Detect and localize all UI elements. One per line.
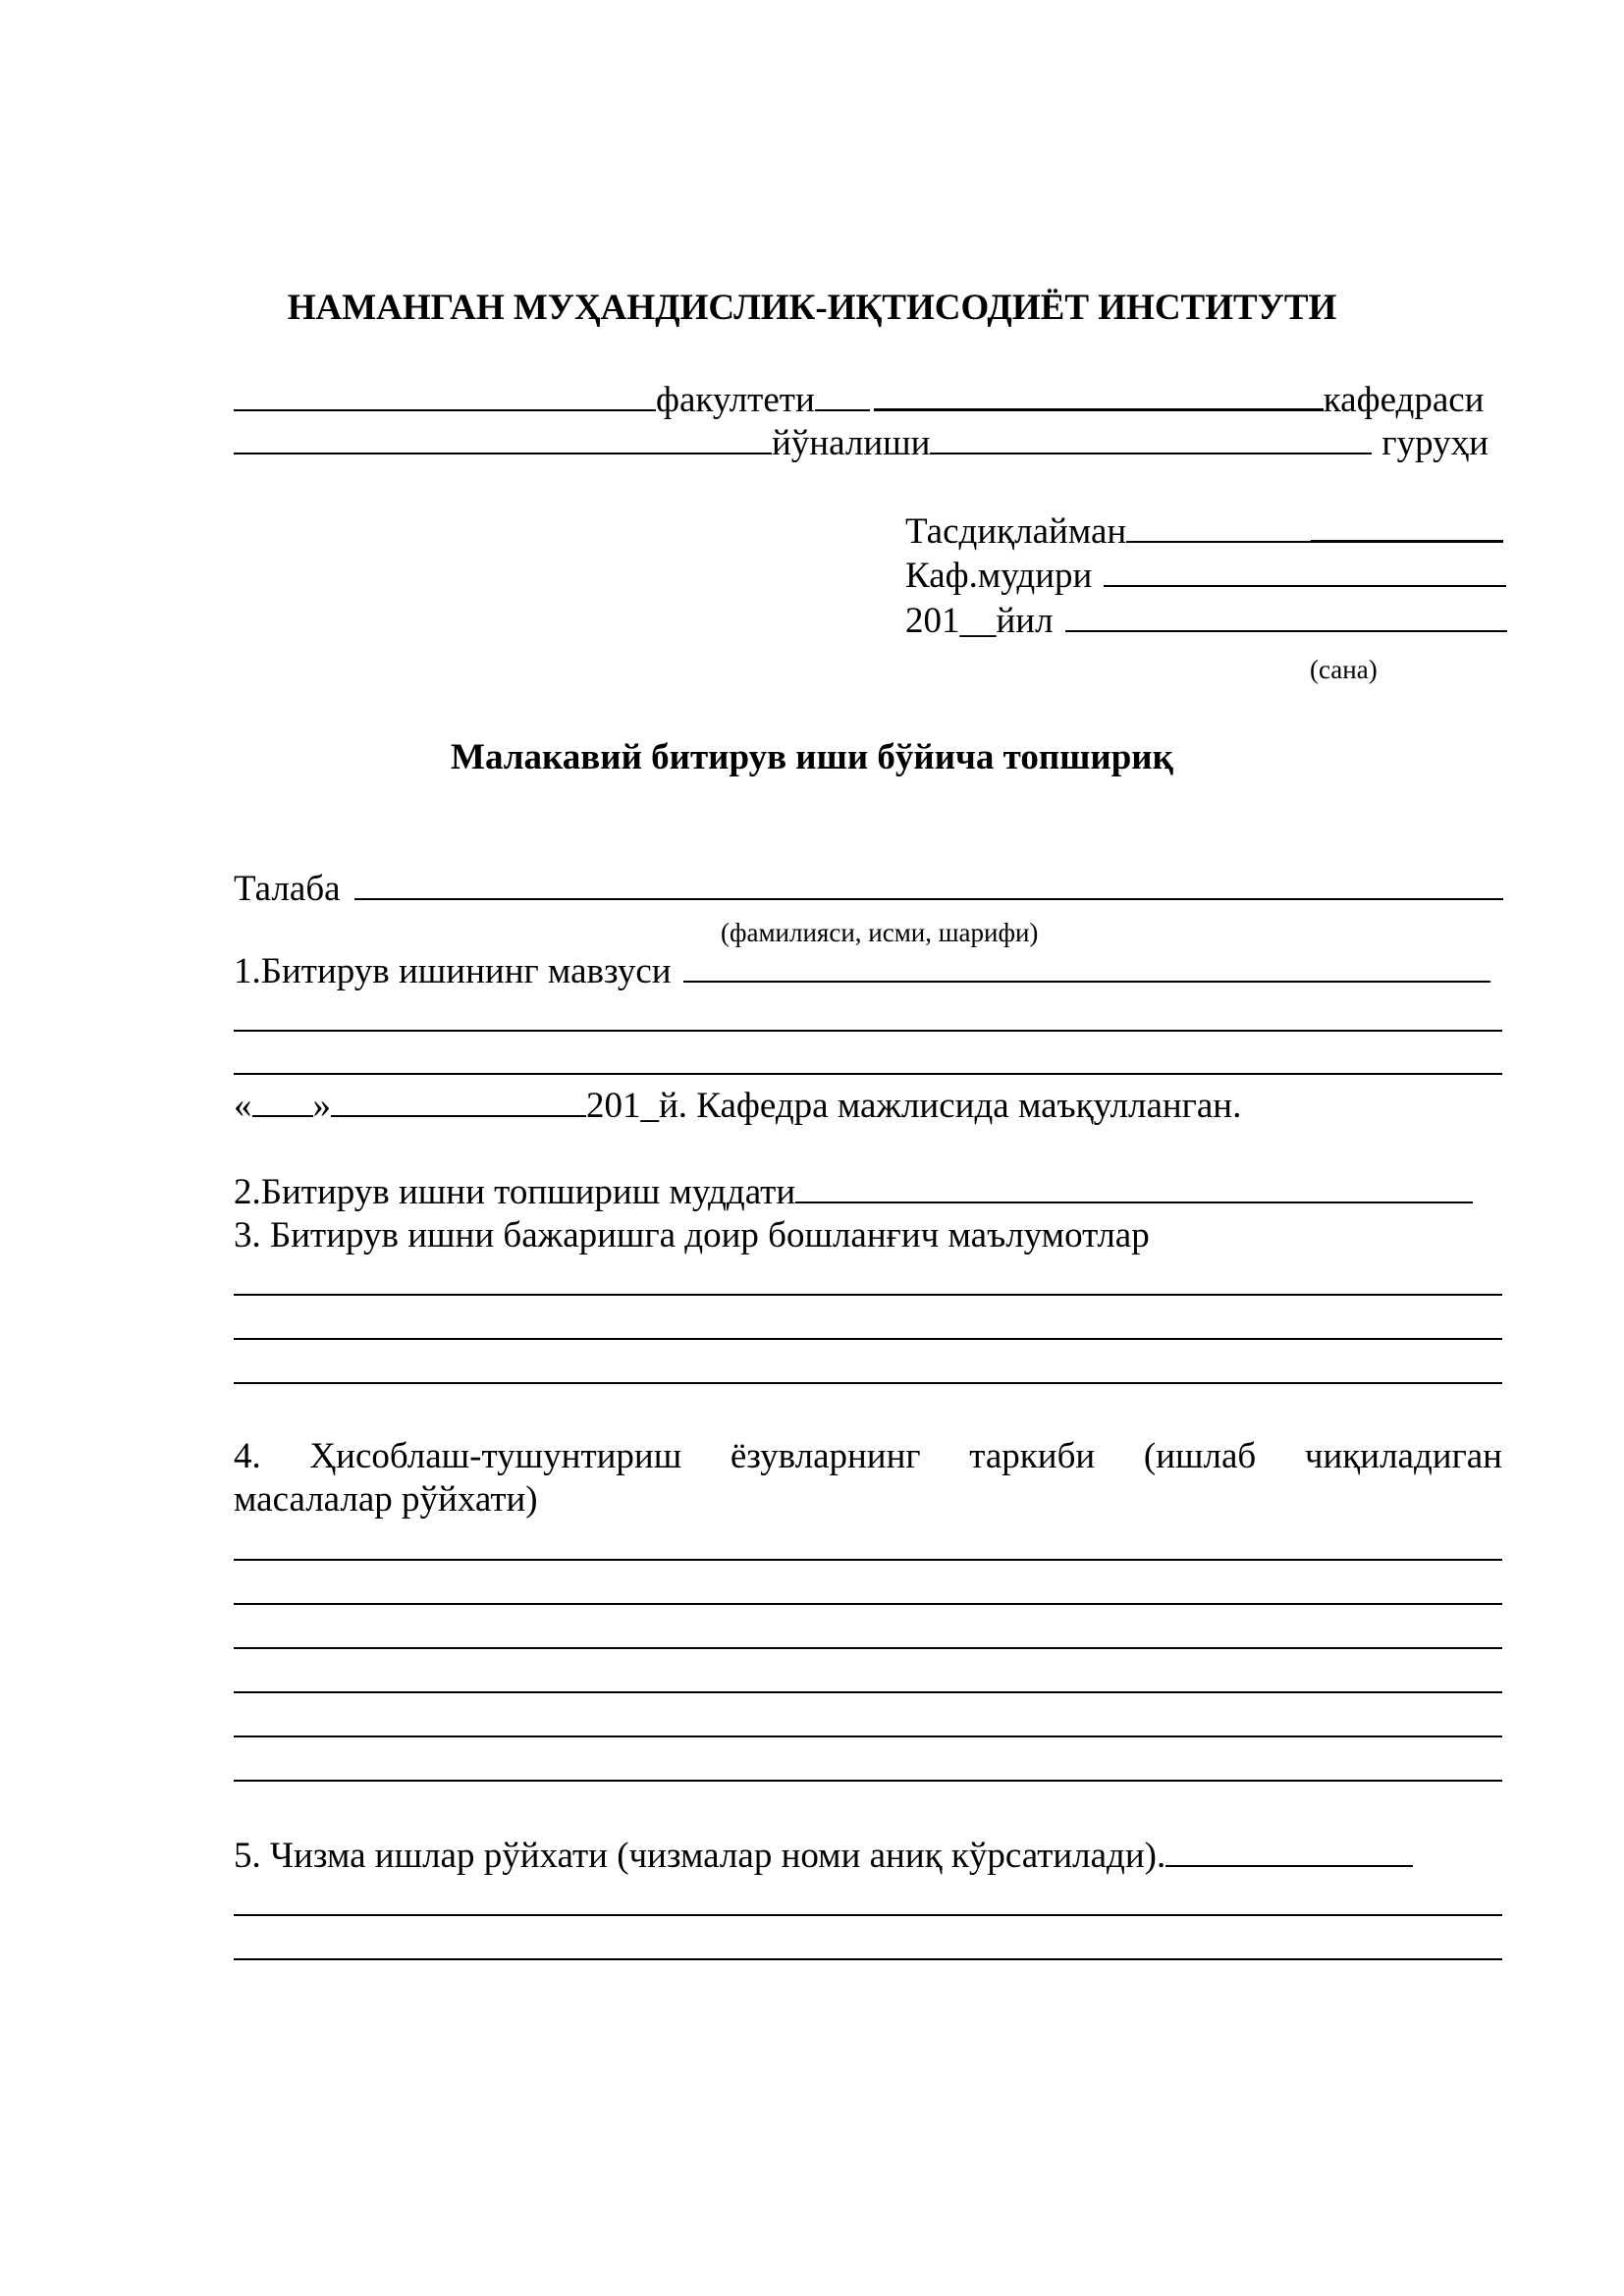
head-label: Каф.мудири xyxy=(905,556,1093,596)
drawings-blank[interactable] xyxy=(1165,1836,1413,1867)
date-hint: (сана) xyxy=(1310,655,1378,684)
institute-title: НАМАНГАН МУҲАНДИСЛИК-ИҚТИСОДИЁТ ИНСТИТУТИ xyxy=(287,288,1337,328)
group-label: гуруҳи xyxy=(1381,423,1489,463)
approve-line xyxy=(905,510,1514,554)
day-blank[interactable] xyxy=(252,1086,313,1117)
topic-rule-1[interactable] xyxy=(234,1030,1502,1032)
deadline-blank[interactable] xyxy=(795,1172,1473,1203)
year-blank[interactable] xyxy=(1065,601,1507,632)
direction-label: йўналиши xyxy=(772,423,931,463)
student-hint: (фамилияси, исми, шарифи) xyxy=(721,918,1039,947)
calc-word-5: (ишлаб xyxy=(1143,1436,1257,1476)
calc-word-2: Ҳисоблаш-тушунтириш xyxy=(309,1436,682,1476)
quote-close: » xyxy=(312,1086,331,1126)
calc-notes-line-1 xyxy=(234,1435,1502,1478)
student-hint-line xyxy=(721,909,1212,954)
approved-date-line xyxy=(234,1085,1502,1128)
drawings-label: 5. Чизма ишлар рўйхати (чизмалар номи аниқ кўрсатилади). xyxy=(234,1836,1166,1876)
approved-text: 201_й. Кафедра мажлисида маъқулланган. xyxy=(586,1086,1242,1126)
direction-group-line xyxy=(234,422,1502,465)
drawings-rule-1[interactable] xyxy=(234,1914,1502,1916)
calc-word-4: таркиби xyxy=(969,1436,1096,1476)
calc-word-3: ёзувларнинг xyxy=(730,1436,921,1476)
quote-open: « xyxy=(234,1086,252,1126)
drawings-line xyxy=(234,1835,1502,1878)
initial-data-label: 3. Битирув ишни бажаришга доир бошланғич маълумотлар xyxy=(234,1215,1150,1255)
calc-notes-continued: масалалар рўйхати) xyxy=(234,1479,538,1520)
topic-label: 1.Битирув ишининг мавзуси xyxy=(234,951,672,991)
faculty-blank[interactable] xyxy=(234,380,656,411)
calc-rule-1[interactable] xyxy=(234,1559,1502,1561)
direction-blank[interactable] xyxy=(234,423,772,454)
approve-signature-blank[interactable] xyxy=(1311,510,1503,543)
initial-data-rule-1[interactable] xyxy=(234,1294,1502,1296)
calc-word-1: 4. xyxy=(234,1436,261,1476)
deadline-line xyxy=(234,1171,1502,1214)
calc-rule-2[interactable] xyxy=(234,1603,1502,1605)
initial-data-rule-3[interactable] xyxy=(234,1382,1502,1384)
calc-notes-line-2 xyxy=(234,1478,1502,1522)
topic-rule-2[interactable] xyxy=(234,1073,1502,1075)
faculty-extra-blank[interactable] xyxy=(815,380,870,411)
faculty-label: факултети xyxy=(656,380,815,420)
year-label: 201__йил xyxy=(905,601,1054,641)
faculty-department-line xyxy=(234,379,1502,422)
calc-word-6: чиқиладиган xyxy=(1304,1436,1502,1476)
month-blank[interactable] xyxy=(331,1086,586,1117)
calc-rule-6[interactable] xyxy=(234,1780,1502,1782)
initial-data-line xyxy=(234,1214,1502,1257)
approve-blank[interactable] xyxy=(1126,511,1311,543)
department-blank[interactable] xyxy=(874,379,1324,411)
group-blank[interactable] xyxy=(930,423,1372,454)
approve-label: Тасдиқлайман xyxy=(905,511,1127,552)
deadline-label: 2.Битирув ишни топшириш муддати xyxy=(234,1172,796,1212)
student-line xyxy=(234,868,1502,911)
student-label: Талаба xyxy=(234,869,341,909)
topic-line xyxy=(234,950,1502,993)
head-blank[interactable] xyxy=(1104,556,1506,587)
head-line xyxy=(905,555,1514,598)
year-line xyxy=(905,600,1514,643)
document-title: Малакавий битирув иши бўйича топшириқ xyxy=(451,737,1173,777)
calc-rule-5[interactable] xyxy=(234,1735,1502,1737)
topic-blank[interactable] xyxy=(683,951,1490,983)
initial-data-rule-2[interactable] xyxy=(234,1338,1502,1340)
calc-rule-4[interactable] xyxy=(234,1691,1502,1693)
date-hint-line xyxy=(1310,646,1506,691)
calc-rule-3[interactable] xyxy=(234,1647,1502,1649)
student-blank[interactable] xyxy=(354,869,1503,900)
department-label: кафедраси xyxy=(1323,380,1485,420)
drawings-rule-2[interactable] xyxy=(234,1958,1502,1960)
